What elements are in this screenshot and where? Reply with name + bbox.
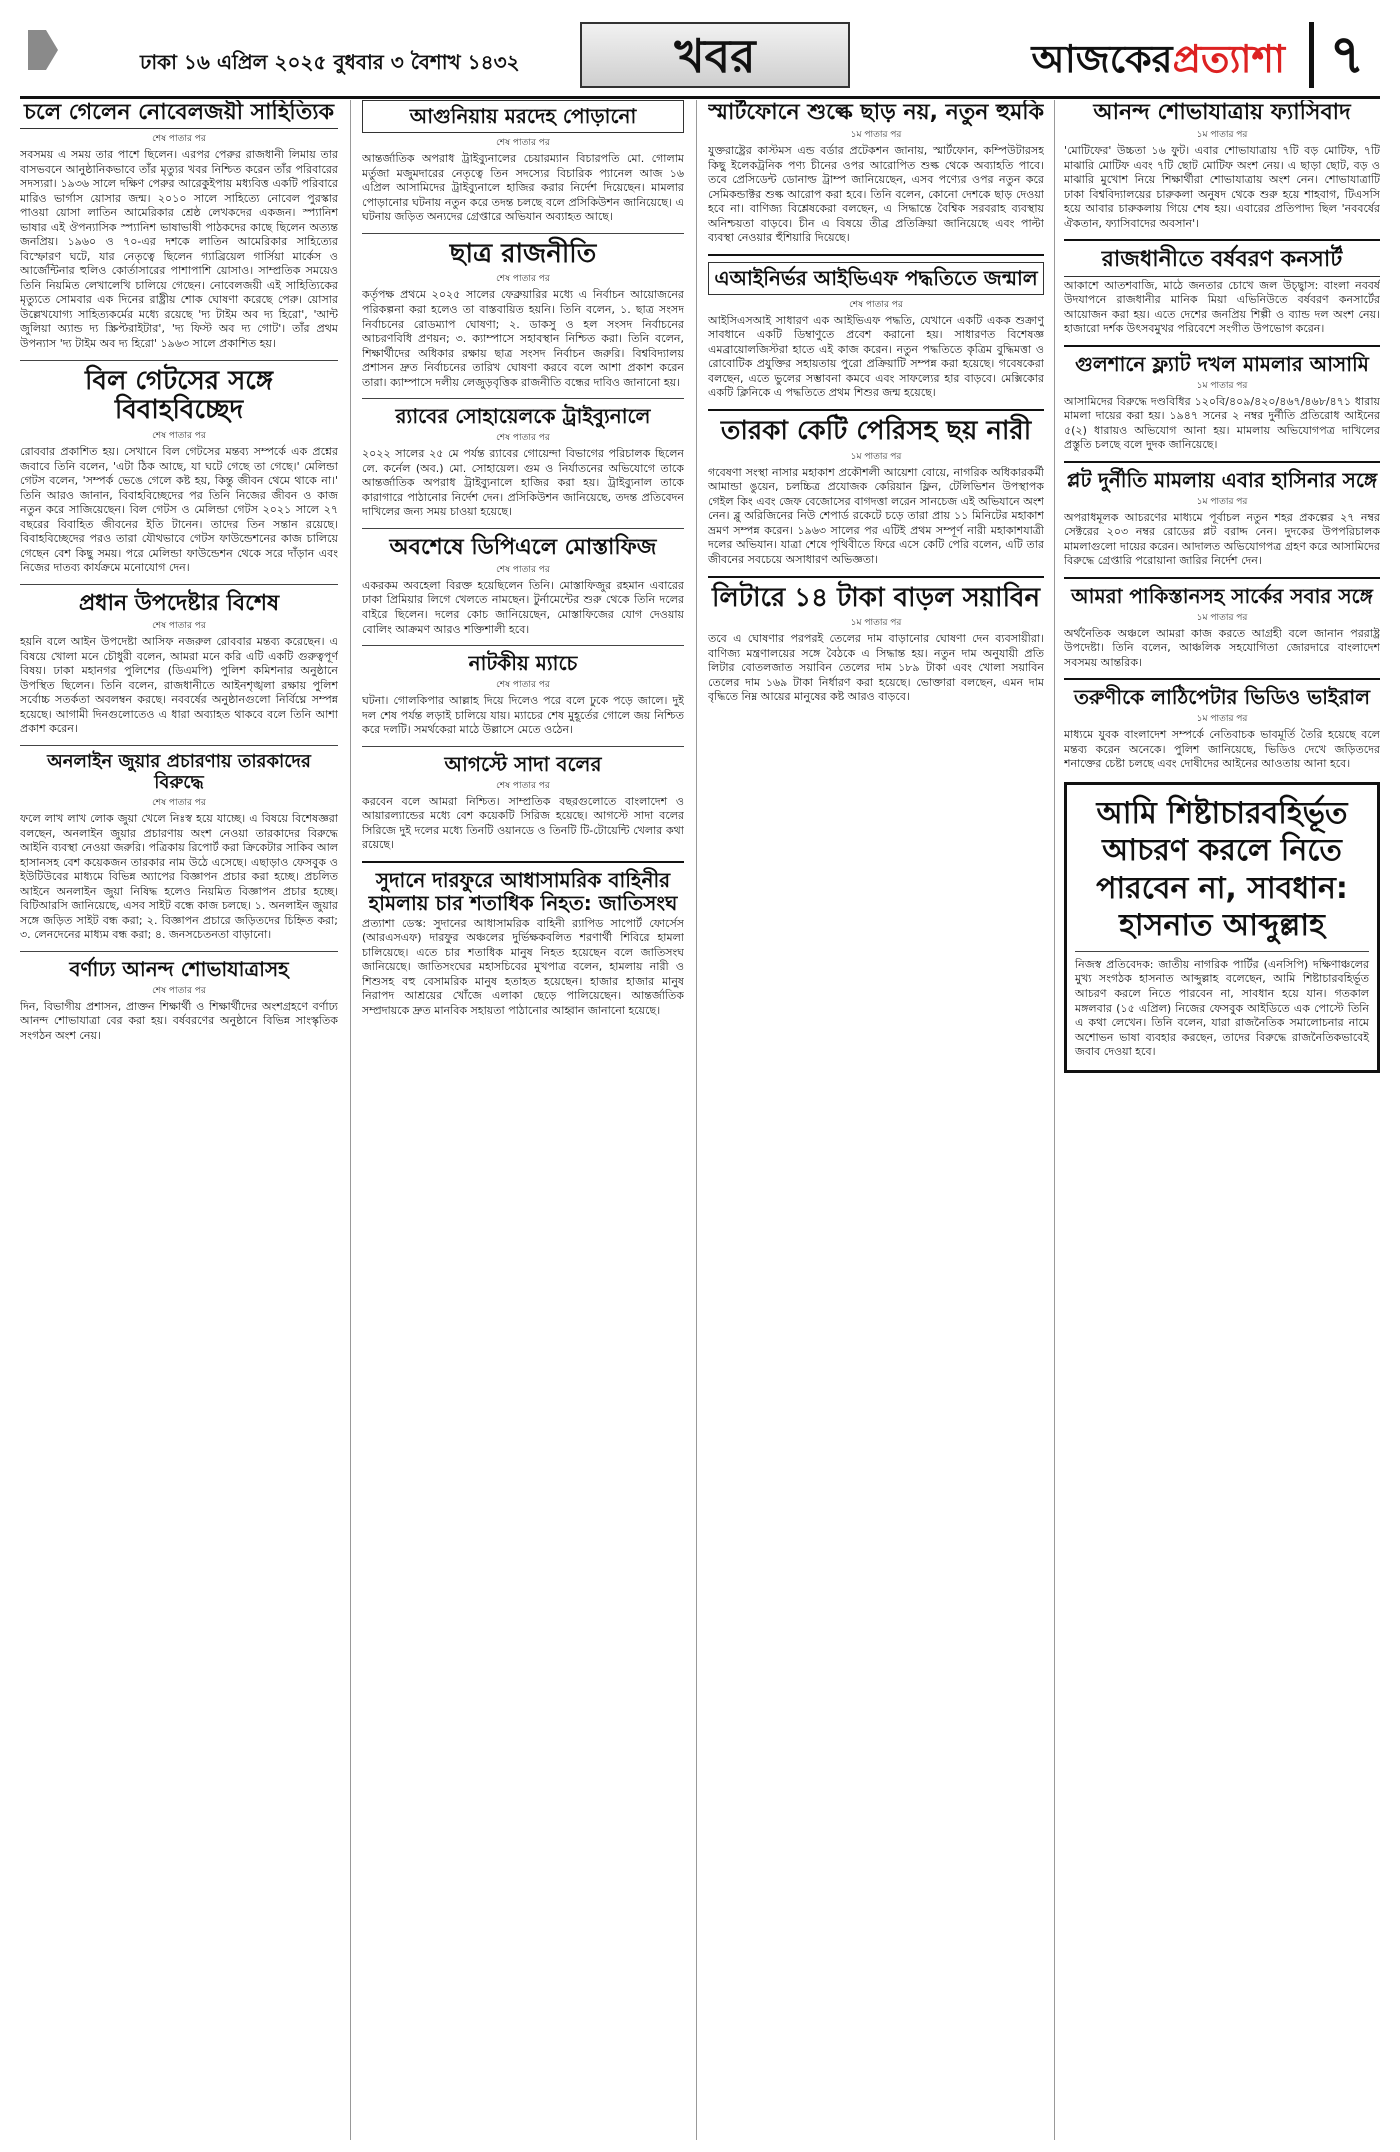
feature-story xyxy=(1064,782,1380,1073)
continuation-note: শেষ পাতার পর xyxy=(849,299,903,310)
column-4 xyxy=(1064,100,1380,2140)
story-body: 'মোটিফের' উচ্চতা ১৬ ফুট। এবার শোভাযাত্রায় ৭টি বড় মোটিফ, ৭টি মাঝারি মোটিফ এবং ৭টি ছোট মোটিফ অংশ নেয়। এ ছাড়া ছোট, বড় ও মাঝারি মুখোশ নিয়ে শিক্ষার্থীরা শোভাযাত্রায় অংশ নেন। শোভাযাত্রাটি ঢাকা বিশ্ববিদ্যালয়ের চারুকলা অনুষদ থেকে শুরু হয়ে শাহবাগ, টিএসসি হয়ে আবার চারুকলায় গিয়ে শেষ হয়। এবারের প্রতিপাদ্য ছিল 'নববর্ষের ঐকতান, ফ্যাসিবাদের অবসান'। xyxy=(1064,144,1380,230)
continuation-note: শেষ পাতার পর xyxy=(496,274,550,285)
news-story xyxy=(1064,585,1380,671)
news-story xyxy=(362,652,684,738)
news-story xyxy=(362,405,684,520)
story-body: আইসিএসআই সাধারণ এক আইভিএফ পদ্ধতি, যেখানে একটি একক শুক্রাণু সাবধানে একটি ডিম্বাণুতে প্রবেশ করানো হয়। সাধারণত বিশেষজ্ঞ এমব্রায়োলজিস্টরা হাতে এই কাজ করেন। নতুন পদ্ধতিতে কৃত্রিম বুদ্ধিমত্তা ও রোবোটিক প্রযুক্তির সহায়তায় পুরো প্রক্রিয়াটি সম্পন্ন করা হয়েছে। গবেষকেরা বলছেন, এতে ভুলের সম্ভাবনা কমবে এবং সাফল্যের হার বাড়বে। মেক্সিকোর একটি ক্লিনিকে এ পদ্ধতিতে প্রথম শিশুর জন্ম হয়েছে। xyxy=(708,313,1044,400)
story-headline: আগস্টে সাদা বলের xyxy=(444,751,602,776)
story-body: রোববার প্রকাশিত হয়। সেখানে বিল গেটসের মন্তব্য সম্পর্কে এক প্রশ্নের জবাবে তিনি বলেন, 'এটা ঠিক আছে, যা ঘটে গেছে তা গেছে।' মেলিন্ডা গেটস বলেন, 'সম্পর্ক ভেঙে গেলে কষ্ট হয়, কিন্তু জীবন থেমে থাকে না।' তিনি আরও জানান, বিবাহবিচ্ছেদের পর তিনি নিজের জীবন ও কাজ নতুন করে সাজিয়েছেন। বিল গেটস ও মেলিন্ডা গেটস ২০২১ সালে ২৭ বছরের বিবাহিত জীবনের ইতি টানেন। তাদের তিন সন্তান রয়েছে। বিবাহবিচ্ছেদের পরও তারা যৌথভাবে গেটস ফাউন্ডেশনের কাজ চালিয়ে গেছেন বেশ কিছু সময়। পরে মেলিন্ডা ফাউন্ডেশন থেকে সরে দাঁড়ান এবং নিজের দাতব্য কার্যক্রমে মনোযোগ দেন। xyxy=(20,445,338,575)
divider xyxy=(708,409,1044,411)
continuation-note: শেষ পাতার পর xyxy=(496,680,550,691)
story-headline: তরুণীকে লাঠিপেটার ভিডিও ভাইরাল xyxy=(1073,685,1371,710)
story-headline: অনলাইন জুয়ার প্রচারণায় তারকাদের বিরুদ্ধে xyxy=(47,750,311,793)
story-headline: আনন্দ শোভাযাত্রায় ফ্যাসিবাদ xyxy=(1093,100,1351,125)
story-headline: সুদানে দারফুরে আধাসামরিক বাহিনীর হামলায় চার শতাধিক নিহত: জাতিসংঘ xyxy=(368,867,678,915)
news-story xyxy=(708,262,1044,401)
continuation-note: ১ম পাতার পর xyxy=(1196,380,1248,391)
feature-headline: আমি শিষ্টাচারবহির্ভূত আচরণ করলে নিতে পারবেন না, সাবধান: হাসনাত আব্দুল্লাহ xyxy=(1096,795,1348,944)
news-story xyxy=(20,752,338,943)
continuation-note: ১ম পাতার পর xyxy=(850,130,902,141)
divider xyxy=(20,584,338,585)
story-body: হয়নি বলে আইন উপদেষ্টা আসিফ নজরুল রোববার মন্তব্য করেছেন। এ বিষয়ে খোলা মনে চৌধুরী বলেন, আমরা মনে করি এটি একটি গুরুত্বপূর্ণ বিষয়। ঢাকা মহানগর পুলিশের (ডিএমপি) পুলিশ কমিশনার অনুষ্ঠানে উপস্থিত ছিলেন। তিনি বলেন, রাজধানীতে আইনশৃঙ্খলা রক্ষায় পুলিশ সর্বোচ্চ সতর্কতা অবলম্বন করছে। নববর্ষের অনুষ্ঠানগুলো নির্বিঘ্নে সম্পন্ন হয়েছে। আগামী দিনগুলোতেও এ ধারা অব্যাহত থাকবে বলে তিনি আশা প্রকাশ করেন। xyxy=(20,635,338,736)
continuation-note: ১ম পাতার পর xyxy=(1196,130,1248,141)
story-headline: আমরা পাকিস্তানসহ সার্কের সবার সঙ্গে xyxy=(1071,583,1373,608)
story-headline: গুলশানে ফ্ল্যাট দখল মামলার আসামি xyxy=(1075,351,1369,376)
news-story xyxy=(20,100,338,352)
page-arrow-icon xyxy=(28,30,58,70)
story-body: ২০২২ সালের ২৫ মে পর্যন্ত র‍্যাবের গোয়েন্দা বিভাগের পরিচালক ছিলেন লে. কর্নেল (অব.) মো. সোহায়েল। গুম ও নির্যাতনের অভিযোগে তাকে আন্তর্জাতিক অপরাধ ট্রাইব্যুনালে হাজির করা হয়। ট্রাইব্যুনাল তাকে কারাগারে পাঠানোর নির্দেশ দেন। প্রসিকিউশন জানিয়েছে, তদন্ত প্রতিবেদন দাখিলের জন্য সময় চাওয়া হয়েছে। xyxy=(362,447,684,519)
continuation-note: শেষ পাতার পর xyxy=(496,138,550,148)
divider xyxy=(20,951,338,952)
column-divider xyxy=(696,100,697,2140)
masthead xyxy=(20,16,1380,99)
column-divider xyxy=(1054,100,1055,2140)
story-headline: তারকা কেটি পেরিসহ ছয় নারী xyxy=(720,416,1032,446)
story-body: মাধ্যমে যুবক বাংলাদেশ সম্পর্কে নেতিবাচক ভাবমূর্তি তৈরি হয়েছে বলে মন্তব্য করেন অনেকে। পুলিশ জানিয়েছে, ভিডিও দেখে জড়িতদের শনাক্তের চেষ্টা চলছে এবং দোষীদের আইনের আওতায় আনা হবে। xyxy=(1064,728,1380,771)
news-story xyxy=(1064,247,1380,336)
divider xyxy=(362,861,684,863)
story-headline: স্মার্টফোনে শুল্কে ছাড় নয়, নতুন হুমকি xyxy=(708,100,1044,125)
divider xyxy=(20,745,338,746)
feature-body: নিজস্ব প্রতিবেদক: জাতীয় নাগরিক পার্টির (এনসিপি) দক্ষিণাঞ্চলের মুখ্য সংগঠক হাসনাত আব্দুল্লাহ বলেছেন, আমি শিষ্টাচারবহির্ভূত আচরণ করলে নিতে পারবেন না, সাবধান হয়ে যান। গতকাল মঙ্গলবার (১৫ এপ্রিল) নিজের ফেসবুক আইডিতে এক পোস্টে তিনি এ কথা লেখেন। তিনি বলেন, যারা রাজনৈতিক সমালোচনার নামে অশোভন ভাষা ব্যবহার করছেন, তাদের বিরুদ্ধে রাজনৈতিকভাবেই জবাব দেওয়া হবে। xyxy=(1075,957,1369,1059)
divider xyxy=(362,746,684,747)
divider xyxy=(1064,577,1380,579)
column-1 xyxy=(20,100,338,2140)
story-body: গবেষণা সংস্থা নাসার মহাকাশ প্রকৌশলী আয়েশা বোয়ে, নাগরিক অধিকারকর্মী আমান্ডা ঙুয়েন, চলচ্চিত্র প্রযোজক কেরিয়ান ফ্লিন, টেলিভিশন উপস্থাপক গেইল কিং এবং জেফ বেজোসের বাগদত্তা লরেন সানচেজ এই অভিযানে অংশ নেন। ব্লু অরিজিনের নিউ শেপার্ড রকেটে চড়ে তারা প্রায় ১১ মিনিটের মহাকাশ ভ্রমণ সম্পন্ন করেন। ১৯৬৩ সালের পর এটিই প্রথম সম্পূর্ণ নারী মহাকাশযাত্রী দলের অভিযান। যাত্রা শেষে পৃথিবীতে ফিরে এসে কেটি পেরি বলেন, এটি তার জীবনের সবচেয়ে অসাধারণ অভিজ্ঞতা। xyxy=(708,465,1044,566)
column-2 xyxy=(362,100,684,2140)
story-body: যুক্তরাষ্ট্রের কাস্টমস এন্ড বর্ডার প্রটেকশন জানায়, স্মার্টফোন, কম্পিউটারসহ কিছু ইলেকট্রনিক পণ্য চীনের ওপর আরোপিত শুল্ক থেকে অব্যাহতি পাবে। তবে প্রেসিডেন্ট ডোনাল্ড ট্রাম্প জানিয়েছেন, এসব পণ্যের ওপর নতুন করে সেমিকন্ডাক্টর শুল্ক আরোপ করা হবে। তিনি বলেন, কোনো দেশকে ছাড় দেওয়া হবে না। বাণিজ্য বিশ্লেষকেরা বলছেন, এ সিদ্ধান্তে বৈশ্বিক সরবরাহ ব্যবস্থায় অনিশ্চয়তা বাড়বে। চীন এ বিষয়ে তীব্র প্রতিক্রিয়া জানিয়েছে এবং পাল্টা ব্যবস্থা নেওয়ার হুঁশিয়ারি দিয়েছে। xyxy=(708,144,1044,245)
story-headline: রাজধানীতে বর্ষবরণ কনসার্ট xyxy=(1064,247,1380,276)
story-headline: এআইনির্ভর আইভিএফ পদ্ধতিতে জন্মাল xyxy=(708,262,1044,295)
divider xyxy=(708,576,1044,578)
news-story xyxy=(1064,353,1380,453)
continuation-note: ১ম পাতার পর xyxy=(850,451,902,462)
news-story xyxy=(362,869,684,1019)
news-story xyxy=(708,584,1044,705)
story-headline: প্লট দুর্নীতি মামলায় এবার হাসিনার সঙ্গে xyxy=(1066,467,1378,492)
continuation-note: শেষ পাতার পর xyxy=(496,780,550,791)
story-body: কর্তৃপক্ষ প্রথমে ২০২৫ সালের ফেব্রুয়ারির মধ্যে এ নির্বাচন আয়োজনের পরিকল্পনা করা হলেও তা বাস্তবায়িত হয়নি। তিনি বলেন, ১. ছাত্র সংসদ নির্বাচনের রোডম্যাপ ঘোষণা; ২. ডাকসু ও হল সংসদ নির্বাচনের আচরণবিধি প্রণয়ন; ৩. ক্যাম্পাসে সহাবস্থান নিশ্চিত করা। তিনি বলেন, শিক্ষার্থীদের অধিকার রক্ষায় ছাত্র সংসদ নির্বাচন জরুরি। বিশ্ববিদ্যালয় প্রশাসন দ্রুত নির্বাচনের তারিখ ঘোষণা করবে বলে আশা প্রকাশ করেন তারা। ক্যাম্পাসে দলীয় লেজুড়বৃত্তিক রাজনীতি বন্ধের দাবিও জানানো হয়। xyxy=(362,288,684,389)
story-headline: র‍্যাবের সোহায়েলকে ট্রাইব্যুনালে xyxy=(395,404,651,429)
news-story xyxy=(1064,100,1380,231)
column-divider xyxy=(350,100,351,2140)
continuation-note: ১ম পাতার পর xyxy=(1196,612,1248,623)
continuation-note: শেষ পাতার পর xyxy=(152,985,206,996)
continuation-note: শেষ পাতার পর xyxy=(152,798,206,809)
continuation-note: ১ম পাতার পর xyxy=(850,618,902,629)
divider xyxy=(1064,678,1380,680)
story-headline: বিল গেটসের সঙ্গে বিবাহবিচ্ছেদ xyxy=(85,365,273,426)
story-body: করবেন বলে আমরা নিশ্চিত। সাম্প্রতিক বছরগুলোতে বাংলাদেশ ও আয়ারল্যান্ডের মধ্যে বেশ কয়েকটি সিরিজ হয়েছে। আগস্টে সাদা বলের সিরিজে দুই দলের মধ্যে তিনটি ওয়ানডে ও তিনটি টি-টোয়েন্টি খেলার কথা রয়েছে। xyxy=(362,794,684,852)
column-3 xyxy=(708,100,1044,2140)
continuation-note: শেষ পাতার পর xyxy=(152,431,206,442)
divider xyxy=(20,360,338,361)
news-story xyxy=(362,535,684,637)
divider xyxy=(1075,951,1369,952)
divider xyxy=(1064,345,1380,347)
continuation-note: ১ম পাতার পর xyxy=(1196,496,1248,507)
story-body: সবসময় এ সময় তার পাশে ছিলেন। এরপর পেরুর রাজধানী লিমায় তার বাসভবনে আনুষ্ঠানিকভাবে তাঁর মৃত্যুর খবর নিশ্চিত করেন তাঁর পরিবারের সদস্যরা। ১৯৩৬ সালে দক্ষিণ পেরুর আরেকুইপায় মধ্যবিত্ত একটি পরিবারে মারিও ভার্গাস য়োসার জন্ম। ২০১০ সালে সাহিত্যে নোবেল পুরস্কার পাওয়া য়োসা লাতিন আমেরিকার শ্রেষ্ঠ লেখকদের একজন। স্প্যানিশ ভাষার এই ঔপন্যাসিক স্প্যানিশ ভাষাভাষী পাঠকদের কাছে ছিলেন অত্যন্ত জনপ্রিয়। ১৯৬০ ও ৭০-এর দশকে লাতিন আমেরিকার সাহিত্যের বিস্ফোরণ ঘটে, যার নেতৃত্বে ছিলেন গ্যাব্রিয়েল গার্সিয়া মার্কেস ও আর্জেন্টিনার হুলিও কোর্তাসারের পাশাপাশি য়োসাও। সাম্প্রতিক সময়েও তিনি নিয়মিত লেখালেখি চালিয়ে গেছেন। নোবেলজয়ী এই সাহিত্যিকের মৃত্যুতে সোমবার এক দিনের রাষ্ট্রীয় শোক ঘোষণা করেছে পেরু। য়োসার উল্লেখযোগ্য সাহিত্যকর্মের মধ্যে রয়েছে 'দ্য টাইম অব দ্য হিরো', 'আন্ট জুলিয়া অ্যান্ড দ্য স্ক্রিপ্টরাইটার', 'দ্য ফিস্ট অব দ্য গোট'। তাঁর প্রথম উপন্যাস 'দ্য টাইম অব দ্য হিরো' ১৯৬৩ সালে প্রকাশিত হয়। xyxy=(20,148,338,350)
story-body: একরকম অবহেলা বিরক্ত হয়েছিলেন তিনি। মোস্তাফিজুর রহমান এবারের ঢাকা প্রিমিয়ার লিগে খেলতে নামছেন। টুর্নামেন্টের শুরু থেকে তিনি দলের বাইরে ছিলেন। দলের কোচ জানিয়েছেন, মোস্তাফিজের যোগ দেওয়ায় বোলিং আক্রমণ আরও শক্তিশালী হবে। xyxy=(362,578,684,636)
news-story xyxy=(708,417,1044,568)
story-body: দিন, বিভাগীয় প্রশাসন, প্রাক্তন শিক্ষার্থী ও শিক্ষার্থীদের অংশগ্রহণে বর্ণাঢ্য আনন্দ শোভাযাত্রা বের করা হয়। বর্ষবরণের অনুষ্ঠানে বিভিন্ন সাংস্কৃতিক সংগঠন অংশ নেয়। xyxy=(20,999,338,1042)
logo-part-a: আজকের xyxy=(1031,36,1173,81)
story-headline: আগুনিয়ায় মরদেহ পোড়ানো xyxy=(362,100,684,133)
continuation-note: শেষ পাতার পর xyxy=(496,433,550,444)
news-story xyxy=(1064,686,1380,772)
story-headline: লিটারে ১৪ টাকা বাড়ল সয়াবিন xyxy=(711,582,1041,613)
newspaper-logo xyxy=(1031,30,1285,94)
story-body: ঘটনা। গোলকিপার আল্লাহ দিয়ে দিলেও পরে বলে ঢুকে পড়ে জালে। দুই দল শেষ পর্যন্ত লড়াই চালিয়ে যায়। ম্যাচের শেষ মুহূর্তের গোলে জয় নিশ্চিত করে দলটি। সমর্থকেরা মাঠে উল্লাসে মেতে ওঠেন। xyxy=(362,694,684,737)
news-story xyxy=(20,958,338,1044)
columns xyxy=(20,100,1380,2140)
divider xyxy=(362,645,684,646)
news-story xyxy=(362,753,684,853)
page-number: ৭ xyxy=(1309,22,1380,88)
story-headline: প্রধান উপদেষ্টার বিশেষ xyxy=(78,590,280,616)
story-body: অপরাধমূলক আচরণের মাধ্যমে পূর্বাচল নতুন শহর প্রকল্পের ২৭ নম্বর সেক্টরের ২০৩ নম্বর রোডের প্লট বরাদ্দ নেন। দুদকের উপপরিচালক মামলাগুলো দায়ের করেন। আদালত অভিযোগপত্র গ্রহণ করে আসামিদের বিরুদ্ধে গ্রেপ্তারি পরোয়ানা জারির নির্দেশ দেন। xyxy=(1064,510,1380,568)
section-title: খবর xyxy=(580,22,850,88)
continuation-note: ১ম পাতার পর xyxy=(1196,714,1248,725)
divider xyxy=(362,528,684,529)
story-headline: চলে গেলেন নোবেলজয়ী সাহিত্যিক xyxy=(20,100,338,129)
divider xyxy=(708,254,1044,256)
story-body: তবে এ ঘোষণার পরপরই তেলের দাম বাড়ানোর ঘোষণা দেন ব্যবসায়ীরা। বাণিজ্য মন্ত্রণালয়ের সঙ্গে বৈঠকে এ সিদ্ধান্ত হয়। নতুন দাম অনুযায়ী প্রতি লিটার বোতলজাত সয়াবিন তেলের দাম ১৮৯ টাকা এবং খোলা সয়াবিন তেলের দাম ১৬৯ টাকা নির্ধারণ করা হয়েছে। ভোক্তারা বলছেন, এমন দাম বৃদ্ধিতে নিম্ন আয়ের মানুষের কষ্ট আরও বাড়বে। xyxy=(708,632,1044,704)
story-headline: বর্ণাঢ্য আনন্দ শোভাযাত্রাসহ xyxy=(69,956,289,981)
story-headline: নাটকীয় ম্যাচে xyxy=(468,651,578,676)
story-body: ফলে লাখ লাখ লোক জুয়া খেলে নিঃস্ব হয়ে যাচ্ছে। এ বিষয়ে বিশেষজ্ঞরা বলছেন, অনলাইন জুয়ার প্রচারণায় অংশ নেওয়া তারকাদের বিরুদ্ধে আইনি ব্যবস্থা নেওয়া জরুরি। পত্রিকায় রিপোর্ট করা ক্রিকেটার সাকিব আল হাসানসহ বেশ কয়েকজন তারকার নাম উঠে এসেছে। এছাড়াও ফেসবুক ও ইউটিউবের মাধ্যমে বিভিন্ন অ্যাপের বিজ্ঞাপন প্রচার করা হচ্ছে। প্রচলিত আইনে অনলাইন জুয়া নিষিদ্ধ হলেও নিয়মিত বিজ্ঞাপন প্রচার হচ্ছে। বিটিআরসি জানিয়েছে, এসব সাইট বন্ধে কাজ চলছে। ১. অনলাইন জুয়ার সঙ্গে জড়িত সাইট বন্ধ করা; ২. বিজ্ঞাপন প্রচারে জড়িতদের চিহ্নিত করা; ৩. লেনদেনের মাধ্যম বন্ধ করা; ৪. জনসচেতনতা বাড়ানো। xyxy=(20,812,338,942)
news-story xyxy=(1064,469,1380,569)
story-body: আন্তর্জাতিক অপরাধ ট্রাইব্যুনালের চেয়ারম্যান বিচারপতি মো. গোলাম মর্তুজা মজুমদারের নেতৃত্বে তিন সদস্যের বিচারিক প্যানেল আজ ১৬ এপ্রিল আসামিদের ট্রাইব্যুনালে হাজির করার নির্দেশ দিয়েছেন। মামলার পোড়ানোর ঘটনায় নতুন করে তদন্ত চলছে বলে প্রসিকিউশন জানিয়েছে। এ ঘটনায় জড়িত অন্যদের গ্রেপ্তারে অভিযান অব্যাহত আছে। xyxy=(362,152,684,224)
continuation-note: শেষ পাতার পর xyxy=(496,564,550,575)
divider xyxy=(1064,239,1380,241)
news-story xyxy=(20,367,338,576)
continuation-note: শেষ পাতার পর xyxy=(152,621,206,632)
story-body: অর্থনৈতিক অঞ্চলে আমরা কাজ করতে আগ্রহী বলে জানান পররাষ্ট্র উপদেষ্টা। তিনি বলেন, আঞ্চলিক সহযোগিতা জোরদারে বাংলাদেশ সবসময় আন্তরিক। xyxy=(1064,626,1380,669)
news-story xyxy=(20,591,338,737)
logo-part-b: প্রত্যাশা xyxy=(1172,36,1285,81)
divider xyxy=(362,398,684,399)
story-body: আসামিদের বিরুদ্ধে দণ্ডবিধির ১২০বি/৪০৯/৪২০/৪৬৭/৪৬৮/৪৭১ ধারায় মামলা দায়ের করা হয়। ১৯৪৭ সনের ২ নম্বর দুর্নীতি প্রতিরোধ আইনের ৫(২) ধারায়ও অভিযোগ আনা হয়। মামলায় অভিযোগপত্র দাখিলের প্রস্তুতি চলছে বলে দুদক জানিয়েছে। xyxy=(1064,394,1380,452)
story-body: প্রত্যাশা ডেস্ক: সুদানের আধাসামরিক বাহিনী র‍্যাপিড সাপোর্ট ফোর্সেস (আরএসএফ) দারফুর অঞ্চলের দুর্ভিক্ষকবলিত শরণার্থী শিবিরে হামলা চালিয়েছে। এতে চার শতাধিক মানুষ নিহত হয়েছেন বলে জাতিসংঘ জানিয়েছে। জাতিসংঘের মহাসচিবের মুখপাত্র বলেন, হামলায় নারী ও শিশুসহ বহু বেসামরিক মানুষ হতাহত হয়েছেন। হাজার হাজার মানুষ নিরাপদ আশ্রয়ের খোঁজে এলাকা ছেড়ে পালিয়েছেন। আন্তর্জাতিক সম্প্রদায়কে দ্রুত মানবিক সহায়তা পাঠানোর আহ্বান জানানো হয়েছে। xyxy=(362,916,684,1017)
news-story xyxy=(362,240,684,391)
news-story xyxy=(362,100,684,225)
dateline: ঢাকা ১৬ এপ্রিল ২০২৫ বুধবার ৩ বৈশাখ ১৪৩২ xyxy=(140,50,520,74)
news-story xyxy=(708,100,1044,246)
continuation-note: শেষ পাতার পর xyxy=(152,134,206,145)
divider xyxy=(362,233,684,234)
divider xyxy=(1064,461,1380,463)
story-headline: অবশেষে ডিপিএলে মোস্তাফিজ xyxy=(389,534,657,560)
story-headline: ছাত্র রাজনীতি xyxy=(449,238,597,269)
story-body: আকাশে আতশবাজি, মাঠে জনতার চোখে জল উচ্ছ্বাস: বাংলা নববর্ষ উদযাপনে রাজধানীর মানিক মিয়া এভিনিউতে বর্ষবরণ কনসার্টের আয়োজন করা হয়। এতে দেশের জনপ্রিয় শিল্পী ও ব্যান্ড দল অংশ নেয়। হাজারো দর্শক উৎসবমুখর পরিবেশে সংগীত উপভোগ করেন। xyxy=(1064,278,1380,336)
